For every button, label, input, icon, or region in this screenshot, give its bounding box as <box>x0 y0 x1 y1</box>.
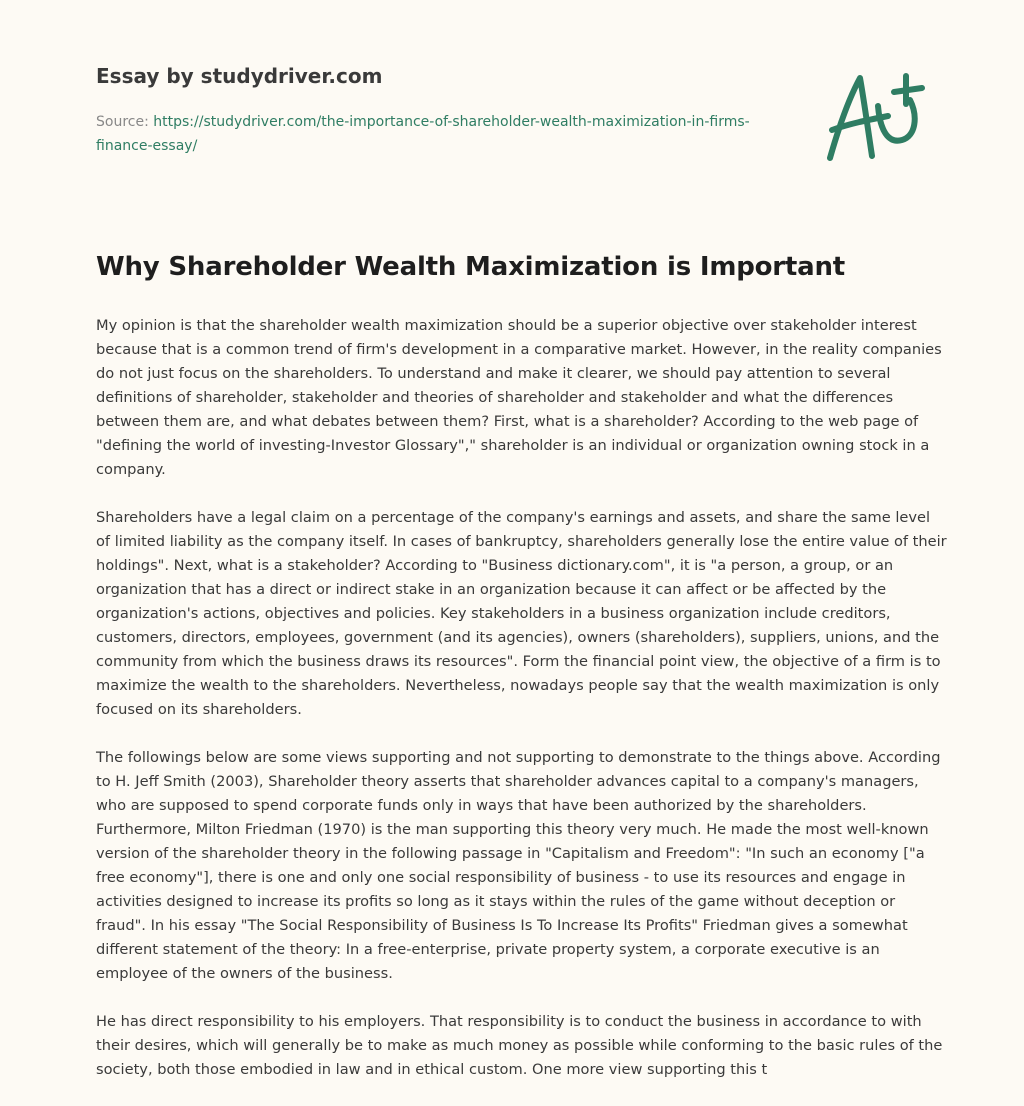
article-body <box>96 314 948 1106</box>
paragraph: My opinion is that the shareholder wealth maximization should be a superior objective over stakeholder interest because that is a common trend of firm's development in a comparative market. However, in the reality companies do not just focus on the shareholders. To understand and make it clearer, we should pay attention to several definitions of shareholder, stakeholder and theories of shareholder and stakeholder and what the differences between them are, and what debates between them? First, what is a shareholder? According to the web page of "defining the world of investing-Investor Glossary"," shareholder is an individual or organization owning stock in a company. <box>96 317 942 478</box>
source-link[interactable]: https://studydriver.com/the-importance-of-shareholder-wealth-maximization-in-firms-finance-essay/ <box>96 114 750 154</box>
paragraph: Shareholders have a legal claim on a percentage of the company's earnings and assets, and share the same level of limited liability as the company itself. In cases of bankruptcy, shareholders generally lose the entire value of their holdings". Next, what is a stakeholder? According to "Business dictionary.com", it is "a person, a group, or an organization that has a direct or indirect stake in an organization because it can affect or be affected by the organization's actions, objectives and policies. Key stakeholders in a business organization include creditors, customers, directors, employees, government (and its agencies), owners (shareholders), suppliers, unions, and the community from which the business draws its resources". Form the financial point view, the objective of a firm is to maximize the wealth to the shareholders. Nevertheless, nowadays people say that the wealth maximization is only focused on its shareholders. <box>96 509 947 718</box>
a-plus-logo-icon <box>818 70 928 166</box>
paragraph: He has direct responsibility to his employers. That responsibility is to conduct the business in accordance to with their desires, which will generally be to make as much money as possible while conforming to the basic rules of the society, both those embodied in law and in ethical custom. One more view supporting this t <box>96 1013 943 1078</box>
source-label: Source: <box>96 114 154 130</box>
paragraph: The followings below are some views supporting and not supporting to demonstrate to the things above. According to H. Jeff Smith (2003), Shareholder theory asserts that shareholder advances capital to a company's managers, who are supposed to spend corporate funds only in ways that have been authorized by the shareholders. Furthermore, Milton Friedman (1970) is the man supporting this theory very much. He made the most well-known version of the shareholder theory in the following passage in "Capitalism and Freedom": "In such an economy ["a free economy"], there is one and only one social responsibility of business - to use its resources and engage in activities designed to increase its profits so long as it stays within the rules of the game without deception or fraud". In his essay "The Social Responsibility of Business Is To Increase Its Profits" Friedman gives a somewhat different statement of the theory: In a free-enterprise, private property system, a corporate executive is an employee of the owners of the business. <box>96 749 941 982</box>
article-title: Why Shareholder Wealth Maximization is Important <box>96 252 846 282</box>
site-brand: Essay by studydriver.com <box>96 64 383 88</box>
source-line <box>96 110 776 158</box>
